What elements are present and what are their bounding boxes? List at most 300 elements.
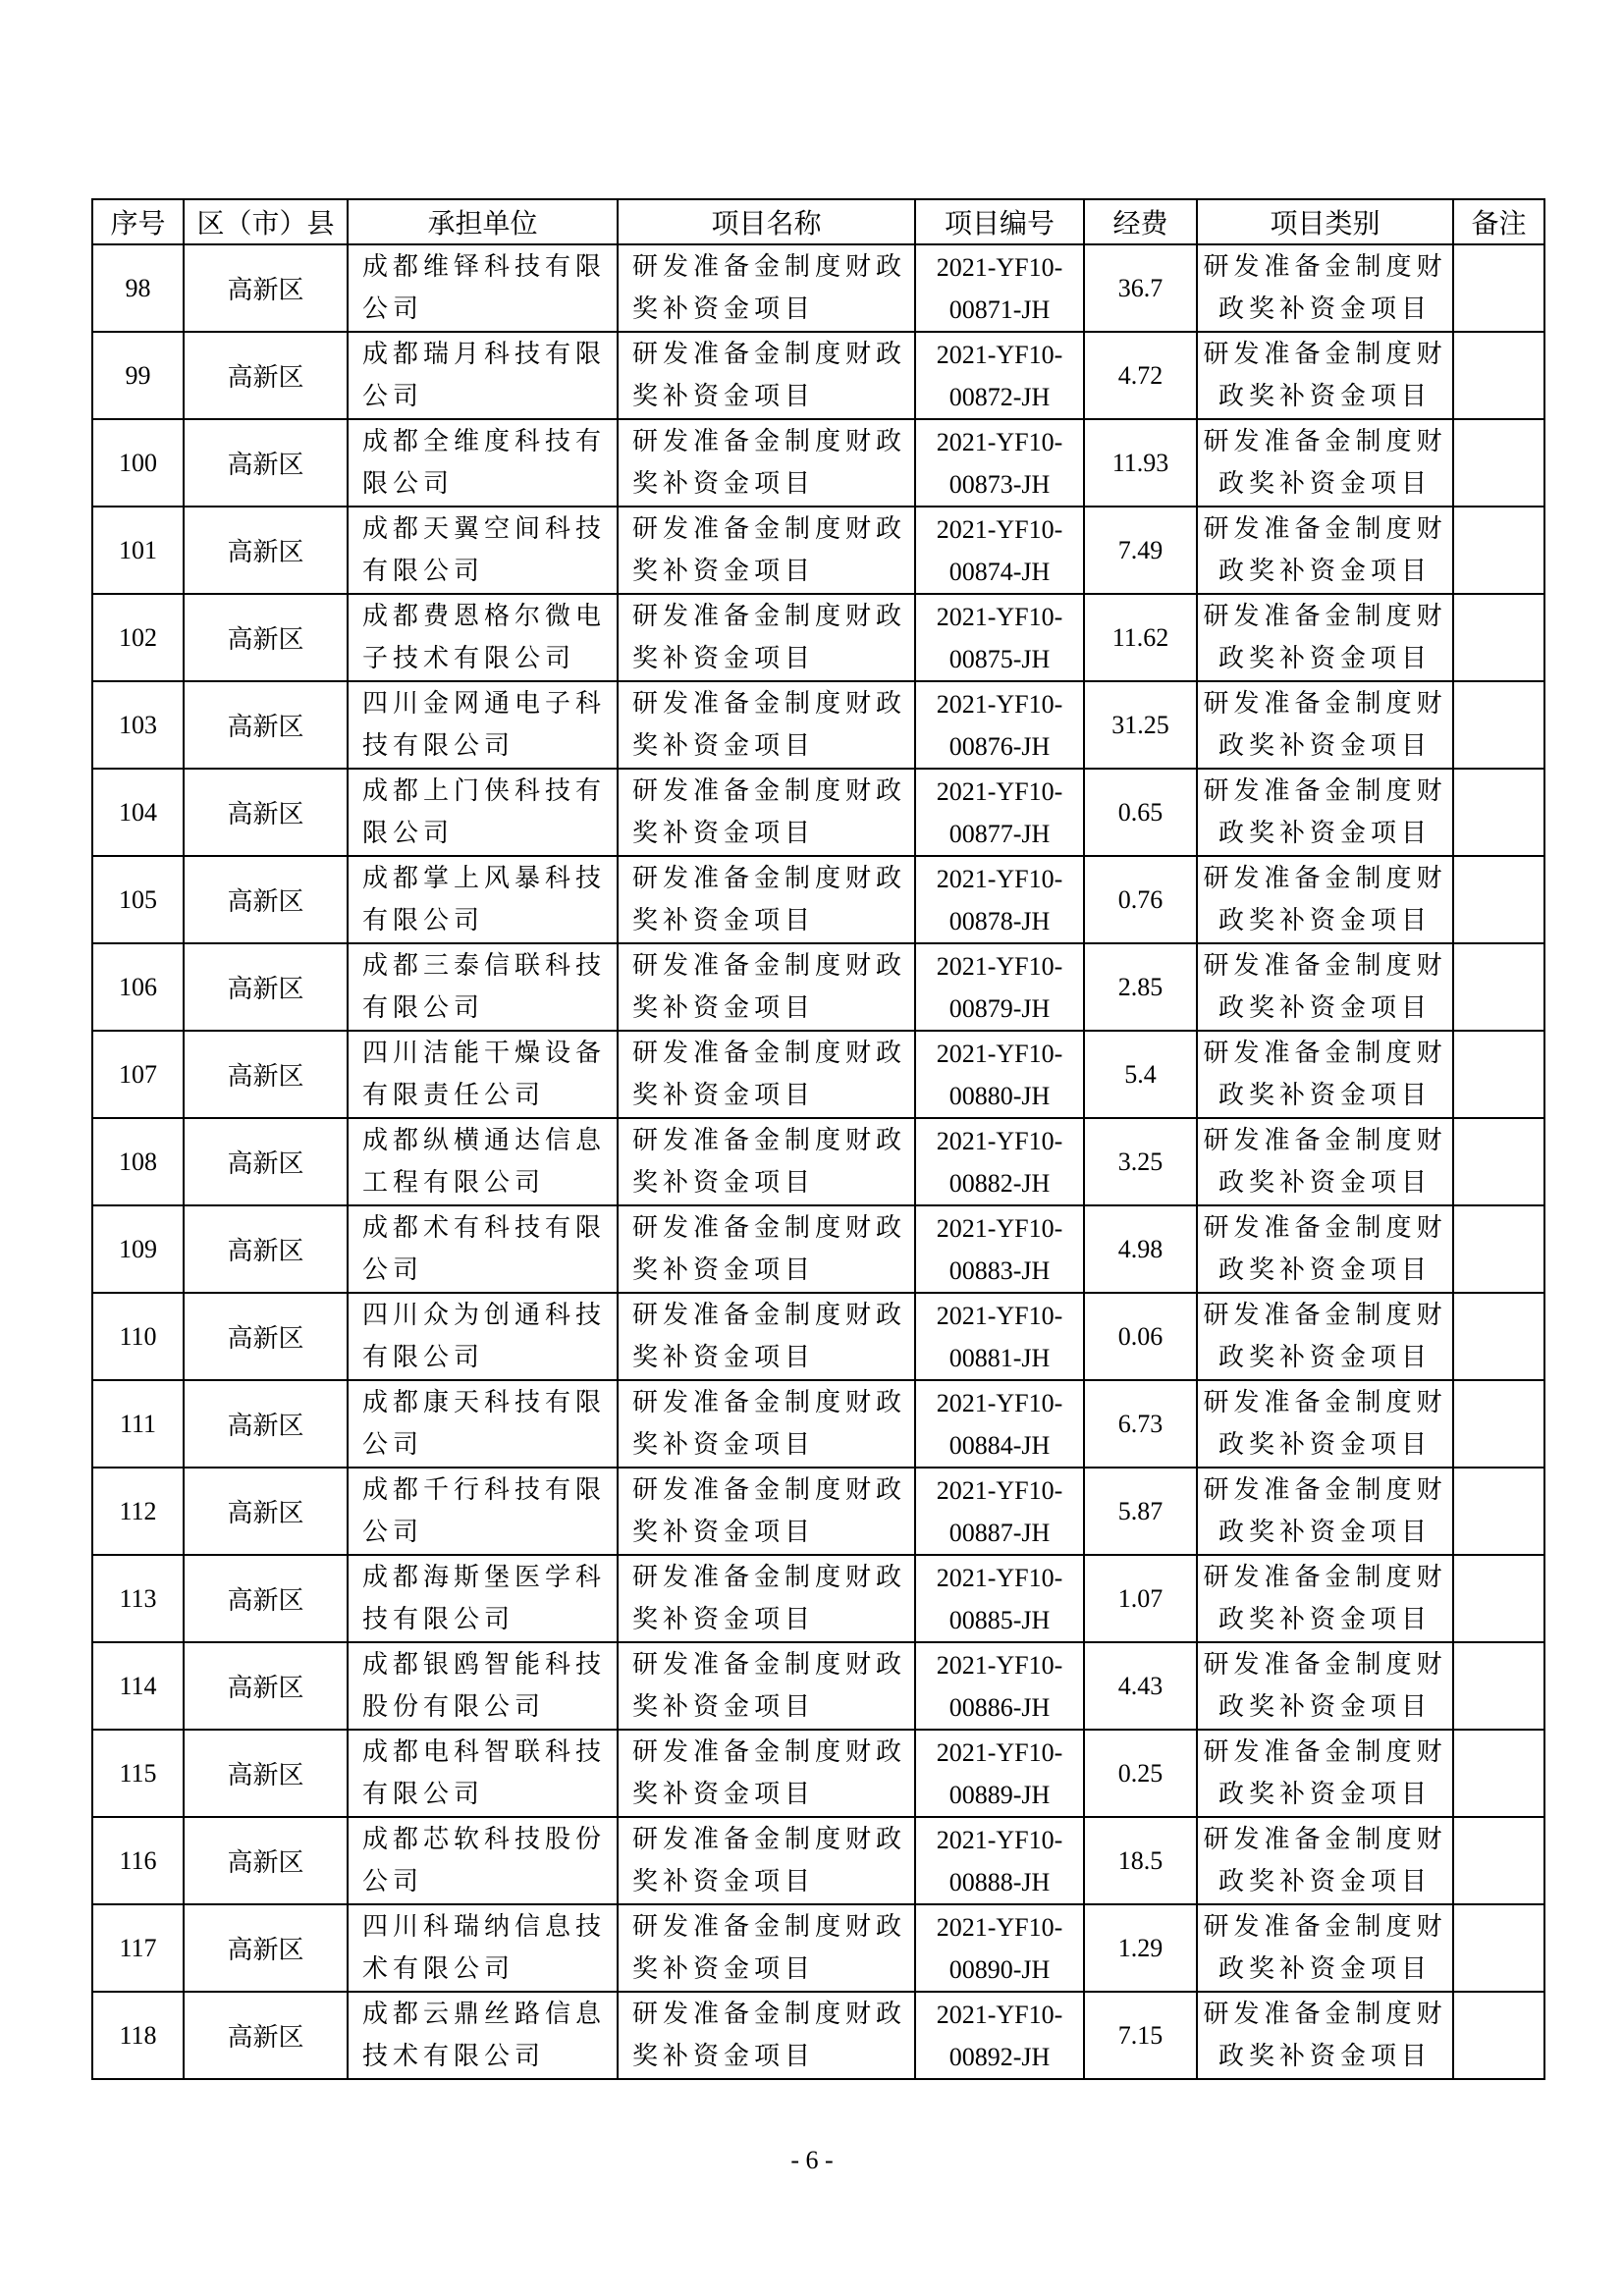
- district: 高新区: [227, 538, 304, 567]
- project-code-cell: [915, 681, 1084, 769]
- unit-line: 术有限公司: [362, 1953, 515, 1984]
- unit-line: 有限公司: [362, 1779, 485, 1809]
- row-index: 109: [119, 1234, 157, 1263]
- category-line: 政奖补资金项目: [1218, 381, 1432, 411]
- unit-line: 成都费恩格尔微电: [362, 601, 607, 631]
- project-name-line: 研发准备金制度财政: [632, 426, 907, 456]
- district-cell: [184, 681, 348, 769]
- note-cell: [1453, 856, 1544, 943]
- category-cell: [1197, 1205, 1453, 1293]
- unit-line: 成都维铎科技有限: [362, 251, 607, 282]
- fund: 3.25: [1117, 1147, 1164, 1176]
- row-index: 104: [119, 797, 157, 827]
- category-cell: [1197, 419, 1453, 507]
- row-index-cell: [92, 1468, 184, 1555]
- project-code-line: 2021-YF10-: [936, 602, 1063, 631]
- project-name-cell: [618, 594, 915, 681]
- project-code-line: 2021-YF10-: [936, 1912, 1063, 1942]
- unit-line: 技有限公司: [362, 1604, 515, 1634]
- project-name-cell: [618, 769, 915, 856]
- district: 高新区: [227, 887, 304, 917]
- district-cell: [184, 1642, 348, 1730]
- unit-line: 股份有限公司: [362, 1691, 546, 1722]
- unit-line: 有限公司: [362, 992, 485, 1023]
- district-cell: [184, 594, 348, 681]
- project-name-cell: [618, 507, 915, 594]
- category-line: 研发准备金制度财: [1203, 1387, 1447, 1417]
- unit-line: 公司: [362, 1866, 424, 1896]
- fund: 2.85: [1117, 972, 1164, 1001]
- project-name-cell: [618, 419, 915, 507]
- project-code-cell: [915, 1904, 1084, 1992]
- district-cell: [184, 1555, 348, 1642]
- project-name-line: 奖补资金项目: [632, 2041, 816, 2071]
- fund-cell: [1084, 332, 1197, 419]
- project-code-line: 00887-JH: [948, 1518, 1051, 1547]
- note-cell: [1453, 332, 1544, 419]
- unit-cell: [348, 1904, 618, 1992]
- project-code-cell: [915, 1031, 1084, 1118]
- unit-cell: [348, 1380, 618, 1468]
- unit-line: 成都芯软科技股份: [362, 1824, 607, 1854]
- category-cell: [1197, 681, 1453, 769]
- district-cell: [184, 1380, 348, 1468]
- district: 高新区: [227, 713, 304, 742]
- category-cell: [1197, 1293, 1453, 1380]
- row-index: 103: [119, 710, 157, 739]
- row-index-cell: [92, 1555, 184, 1642]
- fund: 0.65: [1117, 797, 1164, 827]
- table-row: [92, 681, 1544, 769]
- district-cell: [184, 1118, 348, 1205]
- fund: 7.15: [1117, 2020, 1164, 2050]
- category-line: 政奖补资金项目: [1218, 1691, 1432, 1722]
- table-row: [92, 1730, 1544, 1817]
- fund-cell: [1084, 681, 1197, 769]
- category-cell: [1197, 856, 1453, 943]
- category-line: 政奖补资金项目: [1218, 643, 1432, 673]
- category-line: 研发准备金制度财: [1203, 863, 1447, 893]
- project-code-line: 00883-JH: [948, 1255, 1051, 1285]
- category-line: 研发准备金制度财: [1203, 513, 1447, 544]
- note-cell: [1453, 507, 1544, 594]
- project-name-line: 研发准备金制度财政: [632, 1038, 907, 1068]
- project-name-line: 研发准备金制度财政: [632, 775, 907, 806]
- fund-cell: [1084, 769, 1197, 856]
- district: 高新区: [227, 451, 304, 480]
- project-name-cell: [618, 332, 915, 419]
- project-name-line: 奖补资金项目: [632, 1342, 816, 1372]
- fund: 6.73: [1117, 1409, 1164, 1438]
- district: 高新区: [227, 1324, 304, 1354]
- category-line: 政奖补资金项目: [1218, 468, 1432, 499]
- project-code-cell: [915, 1118, 1084, 1205]
- category-line: 研发准备金制度财: [1203, 426, 1447, 456]
- category-cell: [1197, 1031, 1453, 1118]
- unit-line: 成都纵横通达信息: [362, 1125, 607, 1155]
- table-row: [92, 1468, 1544, 1555]
- project-name-cell: [618, 1642, 915, 1730]
- row-index-cell: [92, 856, 184, 943]
- category-line: 政奖补资金项目: [1218, 294, 1432, 324]
- unit-cell: [348, 1992, 618, 2079]
- district: 高新区: [227, 1848, 304, 1878]
- unit-line: 成都瑞月科技有限: [362, 339, 607, 369]
- row-index-cell: [92, 244, 184, 332]
- project-name-line: 奖补资金项目: [632, 1953, 816, 1984]
- project-code-cell: [915, 1992, 1084, 2079]
- note-cell: [1453, 1205, 1544, 1293]
- project-name-line: 奖补资金项目: [632, 730, 816, 761]
- category-line: 研发准备金制度财: [1203, 1824, 1447, 1854]
- district: 高新区: [227, 1761, 304, 1790]
- project-code-cell: [915, 1642, 1084, 1730]
- fund: 11.62: [1111, 622, 1169, 652]
- unit-line: 有限责任公司: [362, 1080, 546, 1110]
- project-name-cell: [618, 943, 915, 1031]
- project-name-line: 研发准备金制度财政: [632, 1212, 907, 1243]
- unit-line: 子技术有限公司: [362, 643, 576, 673]
- fund: 7.49: [1117, 535, 1164, 564]
- district: 高新区: [227, 1412, 304, 1441]
- row-index-cell: [92, 1642, 184, 1730]
- category-line: 政奖补资金项目: [1218, 1255, 1432, 1285]
- category-line: 政奖补资金项目: [1218, 1080, 1432, 1110]
- fund-cell: [1084, 1904, 1197, 1992]
- district-cell: [184, 1817, 348, 1904]
- unit-line: 四川众为创通科技: [362, 1300, 607, 1330]
- district-cell: [184, 856, 348, 943]
- project-name-cell: [618, 1904, 915, 1992]
- row-index: 115: [119, 1758, 157, 1788]
- project-name-line: 研发准备金制度财政: [632, 601, 907, 631]
- project-code-line: 2021-YF10-: [936, 776, 1063, 806]
- category-cell: [1197, 244, 1453, 332]
- fund-cell: [1084, 1730, 1197, 1817]
- unit-line: 成都上门侠科技有: [362, 775, 607, 806]
- table-row: [92, 1293, 1544, 1380]
- project-name-line: 研发准备金制度财政: [632, 950, 907, 981]
- unit-line: 成都三泰信联科技: [362, 950, 607, 981]
- row-index: 110: [119, 1321, 157, 1351]
- row-index: 114: [119, 1671, 157, 1700]
- unit-line: 成都电科智联科技: [362, 1736, 607, 1767]
- project-name-cell: [618, 1555, 915, 1642]
- district: 高新区: [227, 1674, 304, 1703]
- category-line: 政奖补资金项目: [1218, 2041, 1432, 2071]
- project-name-cell: [618, 1992, 915, 2079]
- category-line: 研发准备金制度财: [1203, 1562, 1447, 1592]
- fund-cell: [1084, 943, 1197, 1031]
- note-cell: [1453, 594, 1544, 681]
- project-code-line: 2021-YF10-: [936, 1301, 1063, 1330]
- unit-line: 成都天翼空间科技: [362, 513, 607, 544]
- unit-line: 有限公司: [362, 905, 485, 935]
- note-cell: [1453, 419, 1544, 507]
- note-cell: [1453, 1293, 1544, 1380]
- project-code-line: 2021-YF10-: [936, 689, 1063, 719]
- project-code-line: 2021-YF10-: [936, 1737, 1063, 1767]
- row-index: 99: [125, 360, 151, 390]
- table-row: [92, 769, 1544, 856]
- note-cell: [1453, 1817, 1544, 1904]
- project-name-cell: [618, 1293, 915, 1380]
- unit-cell: [348, 1730, 618, 1817]
- district: 高新区: [227, 800, 304, 829]
- project-name-line: 研发准备金制度财政: [632, 1387, 907, 1417]
- unit-line: 有限公司: [362, 1342, 485, 1372]
- project-name-line: 奖补资金项目: [632, 294, 816, 324]
- category-cell: [1197, 1468, 1453, 1555]
- fund-cell: [1084, 1992, 1197, 2079]
- project-name-cell: [618, 1380, 915, 1468]
- category-line: 政奖补资金项目: [1218, 556, 1432, 586]
- fund: 11.93: [1111, 448, 1169, 477]
- unit-line: 成都术有科技有限: [362, 1212, 607, 1243]
- unit-line: 四川科瑞纳信息技: [362, 1911, 607, 1942]
- unit-cell: [348, 1293, 618, 1380]
- row-index-cell: [92, 1293, 184, 1380]
- table-row: [92, 1118, 1544, 1205]
- note-cell: [1453, 769, 1544, 856]
- project-name-line: 研发准备金制度财政: [632, 251, 907, 282]
- row-index-cell: [92, 1205, 184, 1293]
- fund: 5.87: [1117, 1496, 1164, 1525]
- project-name-cell: [618, 856, 915, 943]
- project-name-line: 奖补资金项目: [632, 1517, 816, 1547]
- unit-cell: [348, 244, 618, 332]
- project-code-cell: [915, 1730, 1084, 1817]
- district: 高新区: [227, 1499, 304, 1528]
- project-code-cell: [915, 1817, 1084, 1904]
- project-name-line: 研发准备金制度财政: [632, 1824, 907, 1854]
- project-name-line: 奖补资金项目: [632, 1866, 816, 1896]
- project-name-line: 研发准备金制度财政: [632, 1999, 907, 2029]
- table-header-row: [92, 199, 1544, 244]
- row-index: 102: [119, 622, 157, 652]
- project-code-line: 00890-JH: [948, 1954, 1051, 1984]
- note-cell: [1453, 1555, 1544, 1642]
- project-code-line: 2021-YF10-: [936, 951, 1063, 981]
- project-code-line: 00881-JH: [948, 1343, 1051, 1372]
- project-name-cell: [618, 681, 915, 769]
- project-code-cell: [915, 332, 1084, 419]
- category-line: 研发准备金制度财: [1203, 688, 1447, 719]
- project-name-cell: [618, 1205, 915, 1293]
- district: 高新区: [227, 625, 304, 655]
- row-index: 100: [119, 448, 157, 477]
- project-code-line: 00874-JH: [948, 557, 1051, 586]
- project-name-line: 奖补资金项目: [632, 1691, 816, 1722]
- table-row: [92, 419, 1544, 507]
- category-line: 研发准备金制度财: [1203, 339, 1447, 369]
- project-name-line: 研发准备金制度财政: [632, 339, 907, 369]
- row-index: 111: [119, 1409, 157, 1438]
- fund-cell: [1084, 594, 1197, 681]
- category-line: 政奖补资金项目: [1218, 1342, 1432, 1372]
- projects-table: [91, 198, 1545, 2080]
- project-name-cell: [618, 1118, 915, 1205]
- table-row: [92, 1380, 1544, 1468]
- header-cell-district: 区（市）县: [184, 199, 348, 244]
- table-row: [92, 332, 1544, 419]
- table-row: [92, 244, 1544, 332]
- project-name-cell: [618, 1817, 915, 1904]
- fund: 5.4: [1124, 1059, 1157, 1089]
- table-row: [92, 1992, 1544, 2079]
- fund: 1.07: [1117, 1583, 1164, 1613]
- district: 高新区: [227, 1586, 304, 1616]
- row-index: 108: [119, 1147, 157, 1176]
- row-index: 107: [119, 1059, 157, 1089]
- note-cell: [1453, 244, 1544, 332]
- unit-cell: [348, 681, 618, 769]
- header-cell-fund: 经费: [1084, 199, 1197, 244]
- project-name-line: 奖补资金项目: [632, 992, 816, 1023]
- project-code-cell: [915, 1468, 1084, 1555]
- project-name-cell: [618, 1468, 915, 1555]
- fund-cell: [1084, 1642, 1197, 1730]
- category-line: 研发准备金制度财: [1203, 775, 1447, 806]
- category-line: 政奖补资金项目: [1218, 1866, 1432, 1896]
- project-name-line: 研发准备金制度财政: [632, 1911, 907, 1942]
- note-cell: [1453, 943, 1544, 1031]
- category-line: 政奖补资金项目: [1218, 992, 1432, 1023]
- category-line: 研发准备金制度财: [1203, 1038, 1447, 1068]
- category-line: 研发准备金制度财: [1203, 1300, 1447, 1330]
- category-line: 研发准备金制度财: [1203, 1999, 1447, 2029]
- fund-cell: [1084, 507, 1197, 594]
- project-code-line: 00878-JH: [948, 906, 1051, 935]
- district-cell: [184, 769, 348, 856]
- project-code-cell: [915, 1380, 1084, 1468]
- project-code-cell: [915, 594, 1084, 681]
- project-name-line: 奖补资金项目: [632, 643, 816, 673]
- district-cell: [184, 1205, 348, 1293]
- unit-line: 公司: [362, 294, 424, 324]
- category-line: 研发准备金制度财: [1203, 1125, 1447, 1155]
- project-code-line: 00872-JH: [948, 382, 1051, 411]
- district: 高新区: [227, 1062, 304, 1092]
- project-code-line: 00880-JH: [948, 1081, 1051, 1110]
- district-cell: [184, 419, 348, 507]
- project-code-line: 2021-YF10-: [936, 1039, 1063, 1068]
- project-code-line: 00875-JH: [948, 644, 1051, 673]
- district-cell: [184, 1730, 348, 1817]
- project-name-line: 奖补资金项目: [632, 468, 816, 499]
- unit-line: 成都掌上风暴科技: [362, 863, 607, 893]
- project-name-line: 奖补资金项目: [632, 556, 816, 586]
- project-name-line: 奖补资金项目: [632, 1167, 816, 1198]
- category-cell: [1197, 1992, 1453, 2079]
- header-cell-unit: 承担单位: [348, 199, 618, 244]
- header-cell-category: 项目类别: [1197, 199, 1453, 244]
- fund: 0.25: [1117, 1758, 1164, 1788]
- row-index: 98: [125, 273, 151, 302]
- row-index: 113: [119, 1583, 157, 1613]
- category-line: 研发准备金制度财: [1203, 1649, 1447, 1680]
- project-code-cell: [915, 1293, 1084, 1380]
- category-cell: [1197, 943, 1453, 1031]
- unit-cell: [348, 1118, 618, 1205]
- row-index: 101: [119, 535, 157, 564]
- note-cell: [1453, 1642, 1544, 1730]
- unit-line: 技有限公司: [362, 730, 515, 761]
- project-code-line: 2021-YF10-: [936, 427, 1063, 456]
- project-name-line: 研发准备金制度财政: [632, 1562, 907, 1592]
- category-line: 政奖补资金项目: [1218, 730, 1432, 761]
- unit-cell: [348, 419, 618, 507]
- row-index: 106: [119, 972, 157, 1001]
- fund: 18.5: [1117, 1845, 1164, 1875]
- category-line: 政奖补资金项目: [1218, 1953, 1432, 1984]
- unit-cell: [348, 1205, 618, 1293]
- category-cell: [1197, 1642, 1453, 1730]
- category-line: 研发准备金制度财: [1203, 1212, 1447, 1243]
- project-code-line: 2021-YF10-: [936, 1126, 1063, 1155]
- category-line: 研发准备金制度财: [1203, 601, 1447, 631]
- project-name-cell: [618, 244, 915, 332]
- category-line: 政奖补资金项目: [1218, 1779, 1432, 1809]
- fund: 4.98: [1117, 1234, 1164, 1263]
- row-index-cell: [92, 1817, 184, 1904]
- category-line: 政奖补资金项目: [1218, 1604, 1432, 1634]
- unit-cell: [348, 507, 618, 594]
- row-index: 118: [119, 2020, 157, 2050]
- category-line: 政奖补资金项目: [1218, 1167, 1432, 1198]
- category-cell: [1197, 332, 1453, 419]
- district: 高新区: [227, 975, 304, 1004]
- fund: 4.43: [1117, 1671, 1164, 1700]
- note-cell: [1453, 1468, 1544, 1555]
- fund-cell: [1084, 1031, 1197, 1118]
- unit-line: 成都康天科技有限: [362, 1387, 607, 1417]
- category-line: 研发准备金制度财: [1203, 1911, 1447, 1942]
- project-name-line: 研发准备金制度财政: [632, 1125, 907, 1155]
- fund-cell: [1084, 419, 1197, 507]
- fund-cell: [1084, 1468, 1197, 1555]
- header-cell-project-code: 项目编号: [915, 199, 1084, 244]
- fund-cell: [1084, 1118, 1197, 1205]
- project-code-cell: [915, 769, 1084, 856]
- row-index: 117: [119, 1933, 157, 1962]
- header-cell-note: 备注: [1453, 199, 1544, 244]
- unit-cell: [348, 594, 618, 681]
- project-code-line: 00873-JH: [948, 469, 1051, 499]
- table-row: [92, 594, 1544, 681]
- category-line: 研发准备金制度财: [1203, 251, 1447, 282]
- project-code-line: 00886-JH: [948, 1692, 1051, 1722]
- project-name-cell: [618, 1031, 915, 1118]
- district: 高新区: [227, 1237, 304, 1266]
- project-name-cell: [618, 1730, 915, 1817]
- table-row: [92, 943, 1544, 1031]
- note-cell: [1453, 681, 1544, 769]
- project-name-line: 奖补资金项目: [632, 818, 816, 848]
- unit-line: 公司: [362, 1255, 424, 1285]
- row-index-cell: [92, 1904, 184, 1992]
- category-line: 政奖补资金项目: [1218, 1517, 1432, 1547]
- row-index-cell: [92, 507, 184, 594]
- project-code-cell: [915, 943, 1084, 1031]
- project-code-line: 2021-YF10-: [936, 1825, 1063, 1854]
- table-row: [92, 1904, 1544, 1992]
- project-name-line: 奖补资金项目: [632, 905, 816, 935]
- unit-cell: [348, 1555, 618, 1642]
- district-cell: [184, 1904, 348, 1992]
- project-code-cell: [915, 244, 1084, 332]
- project-name-line: 奖补资金项目: [632, 1255, 816, 1285]
